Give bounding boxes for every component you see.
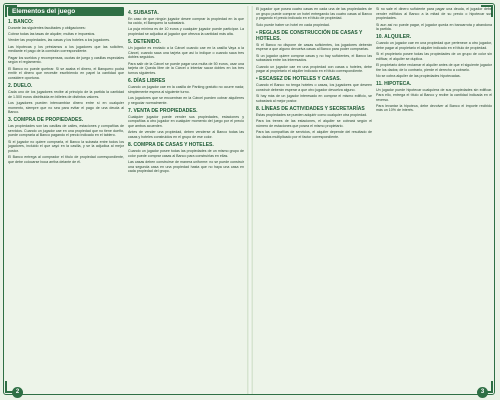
body-paragraph: Un jugador puede hipotecar cualquiera de sus propiedades sin edificar. Para ello, entrega el título al Banco y recibe la cantidad indicada en el reverso. (376, 88, 492, 102)
body-paragraph: Cada uno de los jugadores recibe al principio de la partida la cantidad de 1.500 euros distribuida en billetes de distintos valores. (8, 89, 124, 99)
body-paragraph: Cuando un jugador cae en una propiedad que pertenece a otro jugador, debe pagar al propietario el alquiler indicado en el título de propiedad. (376, 41, 492, 50)
section-heading: 4. SUBASTA. (128, 9, 159, 16)
section-heading: 2. DUELO. (8, 82, 33, 89)
body-paragraph: Pagar los sueldos y recompensas, cuotas de juego y casillas especiales según el reglamento. (8, 55, 124, 65)
body-paragraph: Para los trenes de las estaciones, el alquiler se cobrará según el número de estaciones que posea el mismo propietario. (256, 119, 372, 128)
body-paragraph: Los jugadores pueden intercambiar dinero entre sí en cualquier momento, siempre que no sea para evitar el pago de una deuda al Banco. (8, 100, 124, 115)
body-paragraph: Cuando un jugador posee todas las propiedades de un mismo grupo de color puede comprar casas al Banco para construirlas en ellas. (128, 148, 244, 158)
book-spine (247, 6, 253, 394)
left-page (8, 7, 244, 388)
column-3-content (256, 7, 372, 140)
body-paragraph: Cualquier jugador puede vender sus propiedades, estaciones y compañías a otro jugador en cualquier momento del juego por el precio que ambos acuerden. (128, 114, 244, 128)
section-heading: 5. DETENIDO. (128, 39, 161, 46)
section-heading: 6. DÍAS LIBRES (128, 78, 166, 85)
body-paragraph: Cuando el Banco no tenga hoteles o casas, los jugadores que deseen construir deberán esperar a que otro jugador devuelva alguno. (256, 83, 372, 92)
page-number-right: 3 (477, 387, 488, 398)
section-title: Elementos del juego (8, 7, 124, 16)
section-heading: 8. LÍNEAS DE ACTIVIDADES Y SECRETARÍAS (256, 106, 365, 112)
body-paragraph: Cobrar todas las tasas de alquiler, multas e impuestos. (8, 31, 96, 36)
body-paragraph: Para salir de la Cárcel se puede pagar una multa de 50 euros, usar una tarjeta de Queda libre de la Cárcel o intentar sacar dobles en los tres turnos siguientes. (128, 61, 244, 75)
body-paragraph: La puja mínima es de 10 euros y cualquier jugador puede participar. La propiedad se adjudica al jugador que ofrezca la cantidad más alta. (128, 27, 244, 37)
body-paragraph: Las casas deben construirse de manera uniforme: no se puede construir una segunda casa en una propiedad hasta que no haya una casa en cada propiedad del grupo. (128, 159, 244, 174)
body-paragraph: No se cobra alquiler de las propiedades hipotecadas. (376, 74, 461, 79)
body-paragraph: El Banco entrega al comprador el título de propiedad correspondiente, que debe colocarse boca arriba delante de él. (8, 155, 124, 164)
section-heading: • REGLAS DE CONSTRUCCIÓN DE CASAS Y HOTELES. (256, 29, 363, 42)
body-paragraph: En caso de que ningún jugador desee comprar la propiedad en la que ha caído, el Banquero la subastará. (128, 16, 244, 26)
body-paragraph: Para las compañías de servicios, el alquiler depende del resultado de los dados multiplicado por el factor correspondiente. (256, 130, 372, 139)
section-heading: 3. COMPRA DE PROPIEDADES. (8, 117, 84, 124)
body-paragraph: Cuando un jugador cae en una propiedad con casas u hoteles, debe pagar al propietario el alquiler indicado en el título correspondiente. (256, 64, 372, 74)
body-paragraph: Si el Banco no dispone de casas suficientes, los jugadores deberán esperar a que alguno devuelva casas al Banco para poder comprarlas. (256, 42, 372, 52)
column-4 (376, 7, 492, 388)
body-paragraph: Si aun así no puede pagar, el jugador queda en bancarrota y abandona la partida. (376, 22, 492, 32)
body-paragraph: El propietario debe reclamar el alquiler antes de que el siguiente jugador tire los dados; de lo contrario, pierde el derecho a cobrarlo. (376, 63, 492, 72)
body-paragraph: Un jugador es enviado a la Cárcel cuando cae en la casilla Vaya a la Cárcel, cuando saca una tarjeta que así lo indique o cuando saca tres dobles seguidos. (128, 46, 244, 60)
body-paragraph: Estas propiedades se pueden adquirir como cualquier otra propiedad. (256, 113, 368, 117)
right-page (256, 7, 492, 388)
body-paragraph: Si no sale el dinero suficiente para pagar una deuda, el jugador debe vender edificios al Banco a la mitad de su precio o hipotecar sus propiedades. (376, 7, 492, 21)
body-paragraph: Si el propietario posee todas las propiedades de un grupo de color sin edificar, el alquiler se duplica. (376, 52, 492, 61)
section-heading: 8. COMPRA DE CASAS Y HOTELES. (128, 141, 214, 148)
body-paragraph: Antes de vender una propiedad, deben venderse al Banco todas las casas y hoteles construidos en el grupo de ese color. (128, 130, 244, 139)
column-1 (8, 7, 124, 388)
body-paragraph: Si el jugador no quiere comprarla, el Banco la subasta entre todos los jugadores, incluido el que cayó en la casilla, y se la adjudica al mejor postor. (8, 139, 124, 153)
column-2-content (128, 10, 244, 174)
section-heading: 7. VENTA DE PROPIEDADES. (128, 107, 198, 114)
body-paragraph: Las hipotecas y los préstamos a los jugadores que las soliciten, mediante el pago de la comisión correspondiente. (8, 44, 124, 54)
section-heading: 11. HIPOTECA. (376, 81, 412, 88)
body-paragraph: El jugador que posea cuatro casas en cada una de las propiedades de un grupo puede comprar un hotel entregando las cuatro casas al Banco y pagando el precio indicado en el título de propiedad. (256, 7, 372, 21)
column-4-content (376, 7, 492, 113)
column-2 (128, 7, 244, 388)
body-paragraph: Si un jugador quiere comprar casas y no hay suficientes, el Banco las subastará entre los interesados. (256, 53, 372, 63)
page-number-left: 2 (12, 387, 23, 398)
body-paragraph: Las propiedades son las casillas de calles, estaciones y compañías de servicios. Cuando un jugador cae en una propiedad que no tiene dueño, puede comprarla al Banco pagando el precio indicado en el tablero. (8, 124, 124, 138)
body-paragraph: El Banco no puede quebrar. Si se acaba el dinero, el Banquero podrá emitir el dinero que necesite escribiendo en papel la cantidad que considere oportuna. (8, 66, 124, 80)
body-paragraph: Vender las propiedades, las casas y los hoteles a los jugadores. (8, 38, 111, 43)
body-paragraph: Cuando un jugador cae en la casilla de Parking gratuito no ocurre nada; simplemente espera al siguiente turno. (128, 85, 244, 94)
section-heading: 10. ALQUILER. (376, 34, 412, 41)
section-heading: • ESCASEZ DE HOTELES Y CASAS. (256, 76, 341, 83)
column-1-content (8, 19, 124, 165)
column-3 (256, 7, 372, 388)
body-paragraph: Solo puede haber un hotel en cada propiedad. (256, 22, 330, 27)
body-paragraph: Los jugadores que se encuentran en la Cárcel pueden cobrar alquileres y negociar normalmente. (128, 96, 244, 105)
section-heading: 1. BANCO: (8, 18, 34, 25)
body-paragraph: Durante las siguientes facultades y obligaciones: (8, 25, 86, 30)
body-paragraph: Para levantar la hipoteca, debe devolver al Banco el importe recibido más un 10% de interés. (376, 103, 492, 113)
body-paragraph: Si hay más de un jugador interesado en comprar el mismo edificio, se subastará al mejor postor. (256, 94, 372, 103)
